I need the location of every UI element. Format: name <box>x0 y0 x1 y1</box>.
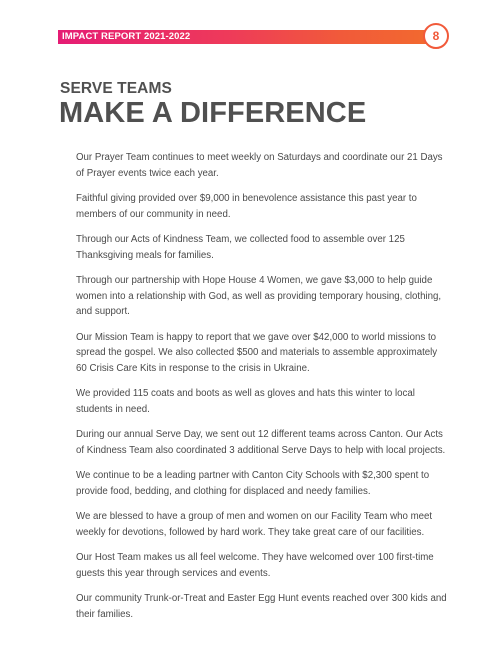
page-title: MAKE A DIFFERENCE <box>59 97 367 129</box>
paragraph-hope-house: Through our partnership with Hope House 4 Women, we gave $3,000 to help guide women into a relationship with God, as well as providing temporary housing, clothing, and support. <box>76 275 442 317</box>
paragraph-community-events: Our community Trunk-or-Treat and Easter Egg Hunt events reached over 300 kids and their families. <box>76 593 447 620</box>
section-eyebrow: SERVE TEAMS <box>60 80 172 97</box>
paragraph-coats-boots: We provided 115 coats and boots as well as gloves and hats this winter to local students in need. <box>76 388 415 415</box>
paragraph-benevolence: Faithful giving provided over $9,000 in benevolence assistance this past year to members of our community in need. <box>76 193 417 220</box>
paragraph-serve-day: During our annual Serve Day, we sent out 12 different teams across Canton. Our Acts of Kindness Team also coordinated 3 additional Serve Days to help with local projects. <box>76 429 446 456</box>
report-title: IMPACT REPORT 2021-2022 <box>62 31 191 42</box>
body-text <box>76 150 456 632</box>
paragraph-prayer-team: Our Prayer Team continues to meet weekly on Saturdays and coordinate our 21 Days of Prayer events twice each year. <box>76 152 443 179</box>
paragraph-host-team: Our Host Team makes us all feel welcome. They have welcomed over 100 first-time guests this year through services and events. <box>76 552 434 579</box>
paragraph-acts-of-kindness: Through our Acts of Kindness Team, we collected food to assemble over 125 Thanksgiving meals for families. <box>76 234 405 261</box>
paragraph-mission-team: Our Mission Team is happy to report that we gave over $42,000 to world missions to spread the gospel. We also collected $500 and materials to assemble approximately 60 Crisis Care Kits in response to the crisis in Ukraine. <box>76 331 438 374</box>
paragraph-facility-team: We are blessed to have a group of men and women on our Facility Team who meet weekly for devotions, followed by hard work. They take great care of our facilities. <box>76 511 433 538</box>
paragraph-canton-schools: We continue to be a leading partner with Canton City Schools with $2,300 spent to provide food, bedding, and clothing for displaced and needy families. <box>76 470 430 497</box>
page-number-badge: 8 <box>423 23 449 49</box>
